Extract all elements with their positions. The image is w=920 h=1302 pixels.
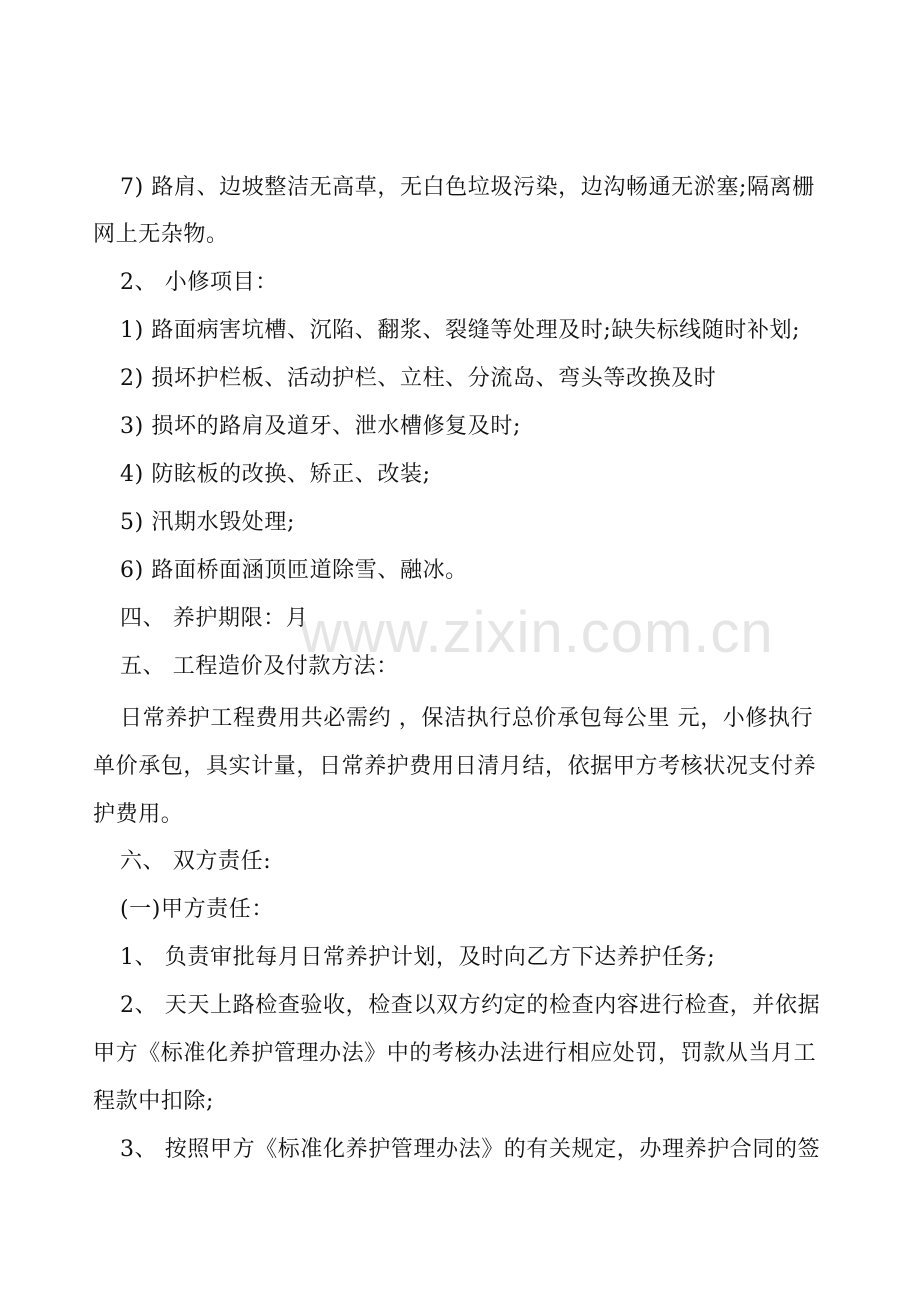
text-line: 7) 路肩、边坡整洁无高草，无白色垃圾污染，边沟畅通无淤塞;隔离栅: [120, 175, 815, 200]
text-line: 3) 损坏的路肩及道牙、泄水槽修复及时;: [120, 414, 521, 439]
text-line: 甲方《标准化养护管理办法》中的考核办法进行相应处罚，罚款从当月工: [93, 1041, 817, 1066]
text-line: 2、 天天上路检查验收，检查以双方约定的检查内容进行检查，并依据: [120, 993, 821, 1018]
text-line: 4) 防眩板的改换、矫正、改装;: [120, 462, 431, 487]
text-line: 6) 路面桥面涵顶匝道除雪、融冰。: [120, 558, 468, 583]
text-line: 程款中扣除;: [93, 1089, 215, 1114]
text-line: 3、 按照甲方《标准化养护管理办法》的有关规定，办理养护合同的签: [120, 1137, 821, 1162]
text-line: 2) 损坏护栏板、活动护栏、立柱、分流岛、弯头等改换及时: [120, 366, 717, 391]
text-line: 网上无杂物。: [93, 222, 229, 247]
text-line: 1) 路面病害坑槽、沉陷、翻浆、裂缝等处理及时;缺失标线随时补划;: [120, 318, 801, 343]
section-heading: 五、 工程造价及付款方法：: [120, 654, 399, 679]
text-line: 5) 汛期水毁处理;: [120, 510, 295, 535]
section-heading: 六、 双方责任:: [120, 849, 272, 874]
text-line: 日常养护工程费用共必需约 ，保洁执行总价承包每公里 元，小修执行: [120, 706, 814, 731]
text-line: 护费用。: [93, 802, 184, 827]
section-heading: 四、 养护期限：月: [120, 606, 309, 631]
section-heading: 2、 小修项目：: [120, 270, 278, 295]
subsection-heading: (一)甲方责任：: [120, 897, 274, 922]
text-line: 单价承包，具实计量，日常养护费用日清月结，依据甲方考核状况支付养: [93, 754, 817, 779]
watermark: www.zixin.com.cn: [300, 600, 774, 665]
text-line: 1、 负责审批每月日常养护计划，及时向乙方下达养护任务;: [120, 945, 716, 970]
